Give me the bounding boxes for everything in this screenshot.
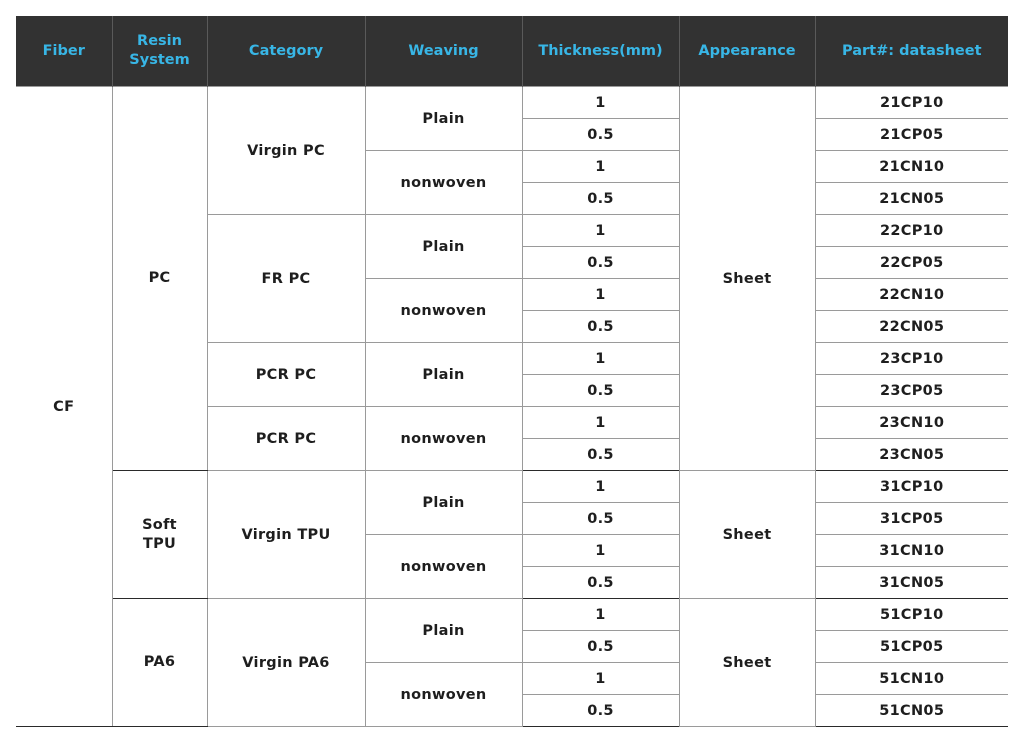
category-cell: Virgin TPU <box>207 471 365 599</box>
header-thickness: Thickness(mm) <box>522 16 679 87</box>
weaving-cell: nonwoven <box>365 151 522 215</box>
resin-system-label: TPU <box>142 535 177 552</box>
category-cell: PCR PC <box>207 407 365 471</box>
weaving-cell: Plain <box>365 599 522 663</box>
table-row <box>16 471 1008 503</box>
weaving-cell: Plain <box>365 343 522 407</box>
thickness-cell: 0.5 <box>522 247 679 279</box>
part-number-cell: 51CN05 <box>815 695 1008 727</box>
weaving-cell: Plain <box>365 471 522 535</box>
thickness-cell: 0.5 <box>522 311 679 343</box>
weaving-cell: nonwoven <box>365 279 522 343</box>
resin-system-label: Soft <box>142 516 177 533</box>
fiber-cell: CF <box>16 87 112 727</box>
thickness-cell: 1 <box>522 535 679 567</box>
weaving-cell: Plain <box>365 215 522 279</box>
thickness-cell: 1 <box>522 599 679 631</box>
header-resin-system: Resin System <box>112 16 207 87</box>
header-part-number: Part#: datasheet <box>815 16 1008 87</box>
appearance-cell: Sheet <box>679 471 815 599</box>
part-number-cell: 23CP05 <box>815 375 1008 407</box>
header-weaving: Weaving <box>365 16 522 87</box>
part-number-cell: 51CP05 <box>815 631 1008 663</box>
part-number-cell: 21CP05 <box>815 119 1008 151</box>
header-row <box>16 16 1008 87</box>
part-number-cell: 23CP10 <box>815 343 1008 375</box>
part-number-cell: 22CP05 <box>815 247 1008 279</box>
table-body <box>16 87 1008 727</box>
weaving-cell: nonwoven <box>365 535 522 599</box>
thickness-cell: 0.5 <box>522 631 679 663</box>
category-cell: PCR PC <box>207 343 365 407</box>
part-number-cell: 51CP10 <box>815 599 1008 631</box>
part-number-cell: 31CP10 <box>815 471 1008 503</box>
appearance-cell: Sheet <box>679 87 815 471</box>
spec-table-container <box>16 16 1008 727</box>
thickness-cell: 1 <box>522 215 679 247</box>
header-appearance: Appearance <box>679 16 815 87</box>
category-cell: Virgin PC <box>207 87 365 215</box>
weaving-cell: Plain <box>365 87 522 151</box>
part-number-cell: 51CN10 <box>815 663 1008 695</box>
weaving-cell: nonwoven <box>365 663 522 727</box>
thickness-cell: 0.5 <box>522 183 679 215</box>
table-header <box>16 16 1008 87</box>
category-cell: FR PC <box>207 215 365 343</box>
part-number-cell: 31CN05 <box>815 567 1008 599</box>
thickness-cell: 1 <box>522 279 679 311</box>
table-row <box>16 87 1008 119</box>
thickness-cell: 0.5 <box>522 439 679 471</box>
thickness-cell: 0.5 <box>522 503 679 535</box>
part-number-cell: 22CN10 <box>815 279 1008 311</box>
header-category: Category <box>207 16 365 87</box>
part-number-cell: 21CN10 <box>815 151 1008 183</box>
appearance-cell: Sheet <box>679 599 815 727</box>
resin-system-label: PC <box>148 270 171 286</box>
table-row <box>16 599 1008 631</box>
thickness-cell: 1 <box>522 151 679 183</box>
thickness-cell: 0.5 <box>522 375 679 407</box>
part-number-cell: 31CN10 <box>815 535 1008 567</box>
thickness-cell: 1 <box>522 471 679 503</box>
part-number-cell: 21CP10 <box>815 87 1008 119</box>
thickness-cell: 1 <box>522 663 679 695</box>
category-cell: Virgin PA6 <box>207 599 365 727</box>
thickness-cell: 1 <box>522 407 679 439</box>
part-number-cell: 31CP05 <box>815 503 1008 535</box>
weaving-cell: nonwoven <box>365 407 522 471</box>
part-number-cell: 23CN10 <box>815 407 1008 439</box>
thickness-cell: 0.5 <box>522 695 679 727</box>
part-number-cell: 22CN05 <box>815 311 1008 343</box>
thickness-cell: 0.5 <box>522 567 679 599</box>
part-number-cell: 22CP10 <box>815 215 1008 247</box>
product-spec-table <box>16 16 1008 727</box>
part-number-cell: 21CN05 <box>815 183 1008 215</box>
thickness-cell: 0.5 <box>522 119 679 151</box>
resin-system-label: PA6 <box>143 654 176 670</box>
resin-system-cell <box>112 599 207 727</box>
thickness-cell: 1 <box>522 343 679 375</box>
part-number-cell: 23CN05 <box>815 439 1008 471</box>
header-fiber: Fiber <box>16 16 112 87</box>
resin-system-cell <box>112 87 207 471</box>
thickness-cell: 1 <box>522 87 679 119</box>
resin-system-cell <box>112 471 207 599</box>
